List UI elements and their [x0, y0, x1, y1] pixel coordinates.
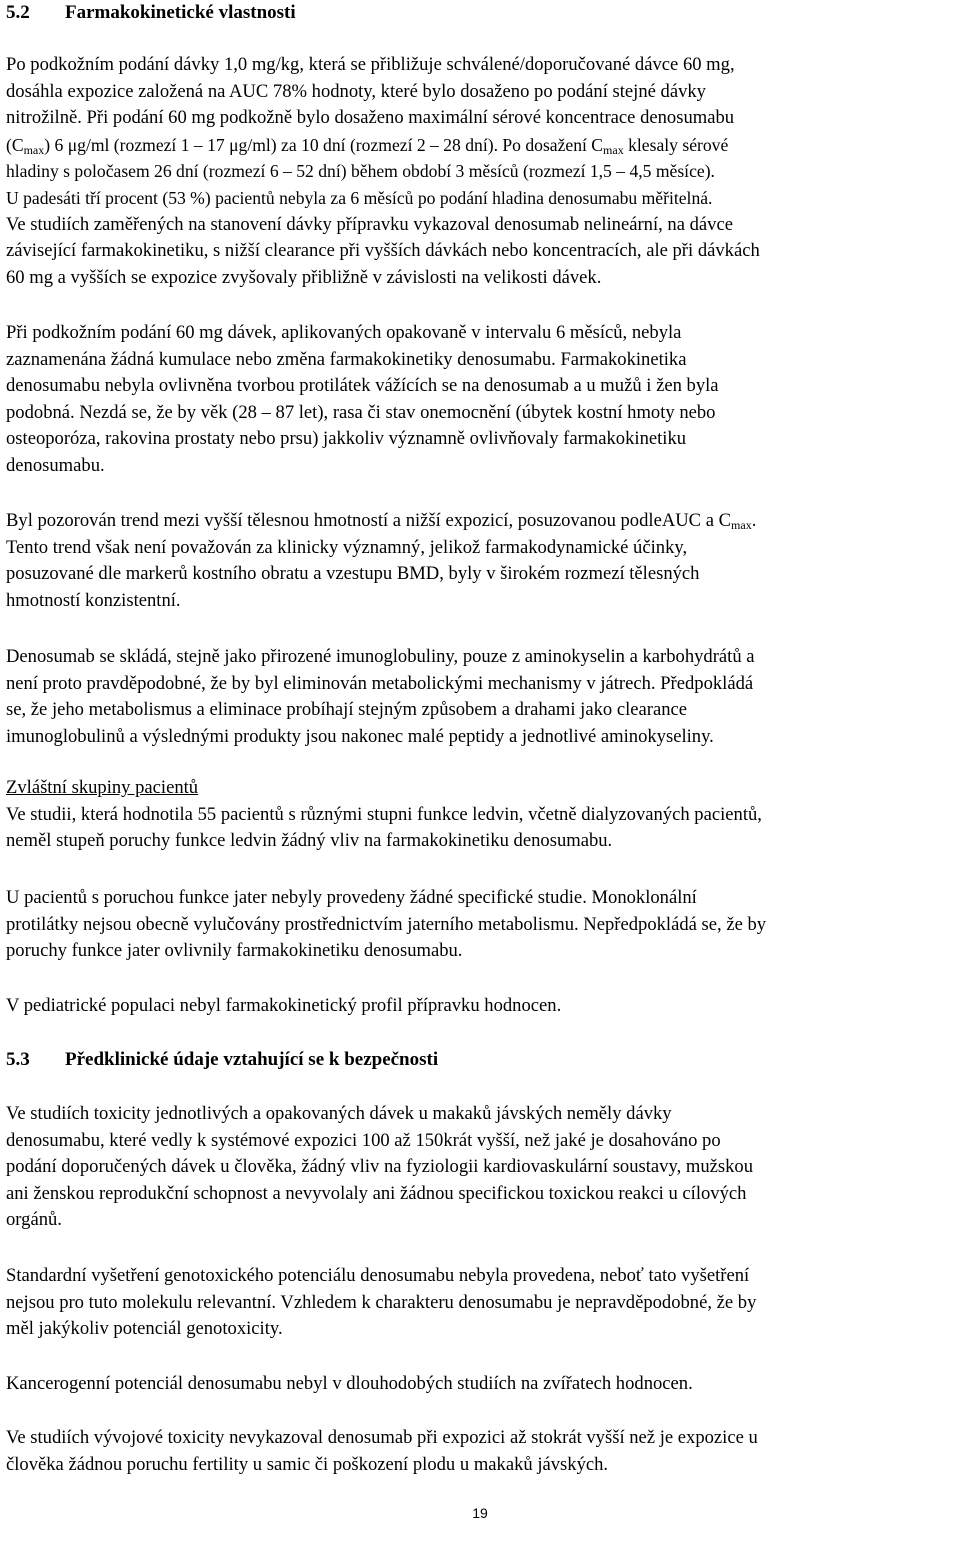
text-line: Kancerogenní potenciál denosumabu nebyl v dlouhodobých studiích na zvířatech hodnocen.: [6, 1373, 693, 1394]
text-line: podání doporučených dávek u člověka, žádný vliv na fyziologii kardiovaskulární soustavy, mužskou: [6, 1156, 753, 1178]
text-line: V pediatrické populaci nebyl farmakokinetický profil přípravku hodnocen.: [6, 995, 562, 1016]
text-line: zaznamenána žádná kumulace nebo změna farmakokinetiky denosumabu. Farmakokinetika: [6, 348, 687, 370]
paragraph-genotoxicity: [6, 1263, 954, 1343]
text-line: Ve studiích toxicity jednotlivých a opakovaných dávek u makaků jávských neměly dávky: [6, 1103, 672, 1124]
section-heading-5-2: [6, 0, 296, 26]
text-line: U pacientů s poruchou funkce jater nebyly provedeny žádné specifické studie. Monoklonální: [6, 887, 697, 908]
text-line: denosumabu nebyla ovlivněna tvorbou protilátek vážících se na denosumab a u mužů i žen byla: [6, 375, 719, 397]
text-line: není proto pravděpodobné, že by byl eliminován metabolickými mechanismy v játrech. Předpokládá: [6, 672, 754, 694]
text-fragment: ) 6 μg/ml (rozmezí 1 – 17 μg/ml) za 10 dní (rozmezí 2 – 28 dní). Po dosažení C: [44, 134, 604, 155]
text-line: poruchy funkce jater ovlivnily farmakokinetiku denosumabu.: [6, 940, 463, 962]
text-line: [6, 508, 954, 535]
text-line: nitrožilně. Při podání 60 mg podkožně bylo dosaženo maximální sérové koncentrace denosumabu: [6, 107, 735, 129]
text-line: Denosumab se skládá, stejně jako přirozené imunoglobuliny, pouze z aminokyselin a karbohydrátů a: [6, 646, 755, 667]
text-line: Ve studii, která hodnotila 55 pacientů s různými stupni funkce ledvin, včetně dialyzovaných pacientů,: [6, 803, 762, 825]
text-line: hladiny s poločasem 26 dní (rozmezí 6 – 52 dní) během období 3 měsíců (rozmezí 1,5 – 4,5 měsíce).: [6, 161, 715, 182]
text-line: denosumabu, které vedly k systémové expozici 100 až 150krát vyšší, než jaké je dosahováno po: [6, 1129, 721, 1151]
paragraph-pk-absorption: [6, 52, 954, 291]
paragraph-pediatric: [6, 993, 954, 1020]
text-line: Ve studiích vývojové toxicity nevykazoval denosumab při expozici až stokrát vyšší než je expozice u: [6, 1427, 758, 1448]
text-line: dosáhla expozice založená na AUC 78% hodnoty, které bylo dosaženo po podání stejné dávky: [6, 80, 706, 102]
text-line: protilátky nejsou obecně vylučovány prostřednictvím jaterního metabolismu. Nepředpokládá se, že by: [6, 913, 767, 935]
subscript: max: [603, 142, 624, 157]
section-title: Předklinické údaje vztahující se k bezpečnosti: [65, 1049, 439, 1070]
subscript: max: [23, 142, 45, 157]
text-line: Standardní vyšetření genotoxického potenciálu denosumabu nebyla provedena, neboť tato vyšetření: [6, 1265, 750, 1286]
paragraph-hepatic: [6, 885, 954, 965]
text-line: nejsou pro tuto molekulu relevantní. Vzhledem k charakteru denosumabu je nepravděpodobné, že by: [6, 1291, 757, 1313]
subscript: max: [731, 518, 752, 532]
text-line: ani ženskou reprodukční schopnost a nevyvolaly ani žádnou specifickou toxickou reakci u cílových: [6, 1182, 747, 1204]
text-line: člověka žádnou poruchu fertility u samic či poškození plodu u makaků jávských.: [6, 1453, 609, 1475]
text-line: U padesáti tří procent (53 %) pacientů nebyla za 6 měsíců po podání hladina denosumabu měřitelná.: [6, 187, 713, 208]
section-heading-5-3: [6, 1047, 438, 1073]
text-line: imunoglobulinů a výslednými produkty jsou nakonec malé peptidy a jednotlivé aminokyseliny.: [6, 725, 714, 747]
paragraph-carcinogenicity: [6, 1371, 954, 1398]
text-line: hmotností konzistentní.: [6, 589, 181, 611]
paragraph-metabolism: [6, 644, 954, 750]
text-line: se, že jeho metabolismus a eliminace probíhají stejným způsobem a drahami jako clearance: [6, 699, 688, 721]
text-line: 60 mg a vyšších se expozice zvyšovaly přibližně v závislosti na velikosti dávek.: [6, 266, 602, 288]
page-number: 19: [472, 1505, 488, 1521]
section-title: Farmakokinetické vlastnosti: [65, 2, 296, 23]
text-fragment: klesaly sérové: [623, 134, 729, 155]
paragraph-developmental-toxicity: [6, 1425, 954, 1478]
text-line: neměl stupeň poruchy funkce ledvin žádný vliv na farmakokinetiku denosumabu.: [6, 830, 613, 852]
text-line: orgánů.: [6, 1209, 62, 1231]
text-line: [6, 132, 954, 159]
text-fragment: (C: [6, 134, 24, 155]
text-line: denosumabu.: [6, 454, 105, 476]
section-number: 5.3: [6, 1049, 30, 1070]
paragraph-toxicity: [6, 1101, 954, 1234]
text-line: posuzované dle markerů kostního obratu a vzestupu BMD, byly v širokém rozmezí tělesných: [6, 563, 700, 585]
section-number: 5.2: [6, 2, 30, 23]
text-line: podobná. Nezdá se, že by věk (28 – 87 let), rasa či stav onemocnění (úbytek kostní hmoty nebo: [6, 401, 716, 423]
text-fragment: Byl pozorován trend mezi vyšší tělesnou hmotností a nižší expozicí, posuzovanou podleAUC a C: [6, 510, 732, 531]
text-line: osteoporóza, rakovina prostaty nebo prsu) jakkoliv významně ovlivňovaly farmakokinetiku: [6, 428, 687, 450]
text-line: Ve studiích zaměřených na stanovení dávky přípravku vykazoval denosumab nelineární, na dávce: [6, 213, 733, 235]
text-line: Při podkožním podání 60 mg dávek, aplikovaných opakovaně v intervalu 6 měsíců, nebyla: [6, 322, 682, 343]
paragraph-special-groups: [6, 775, 954, 855]
paragraph-repeated-dosing: [6, 320, 954, 480]
text-line: Po podkožním podání dávky 1,0 mg/kg, která se přibližuje schválené/doporučované dávce 60 mg,: [6, 54, 735, 75]
text-fragment: .: [751, 510, 757, 531]
paragraph-body-weight: [6, 508, 954, 614]
text-line: Tento trend však není považován za klinicky významný, jelikož farmakodynamické účinky,: [6, 536, 688, 558]
text-line: závisející farmakokinetiku, s nižší clearance při vyšších dávkách nebo koncentracích, ale při dávkách: [6, 240, 760, 262]
subheading-special-groups: Zvláštní skupiny pacientů: [6, 777, 199, 798]
text-line: měl jakýkoliv potenciál genotoxicity.: [6, 1318, 283, 1340]
